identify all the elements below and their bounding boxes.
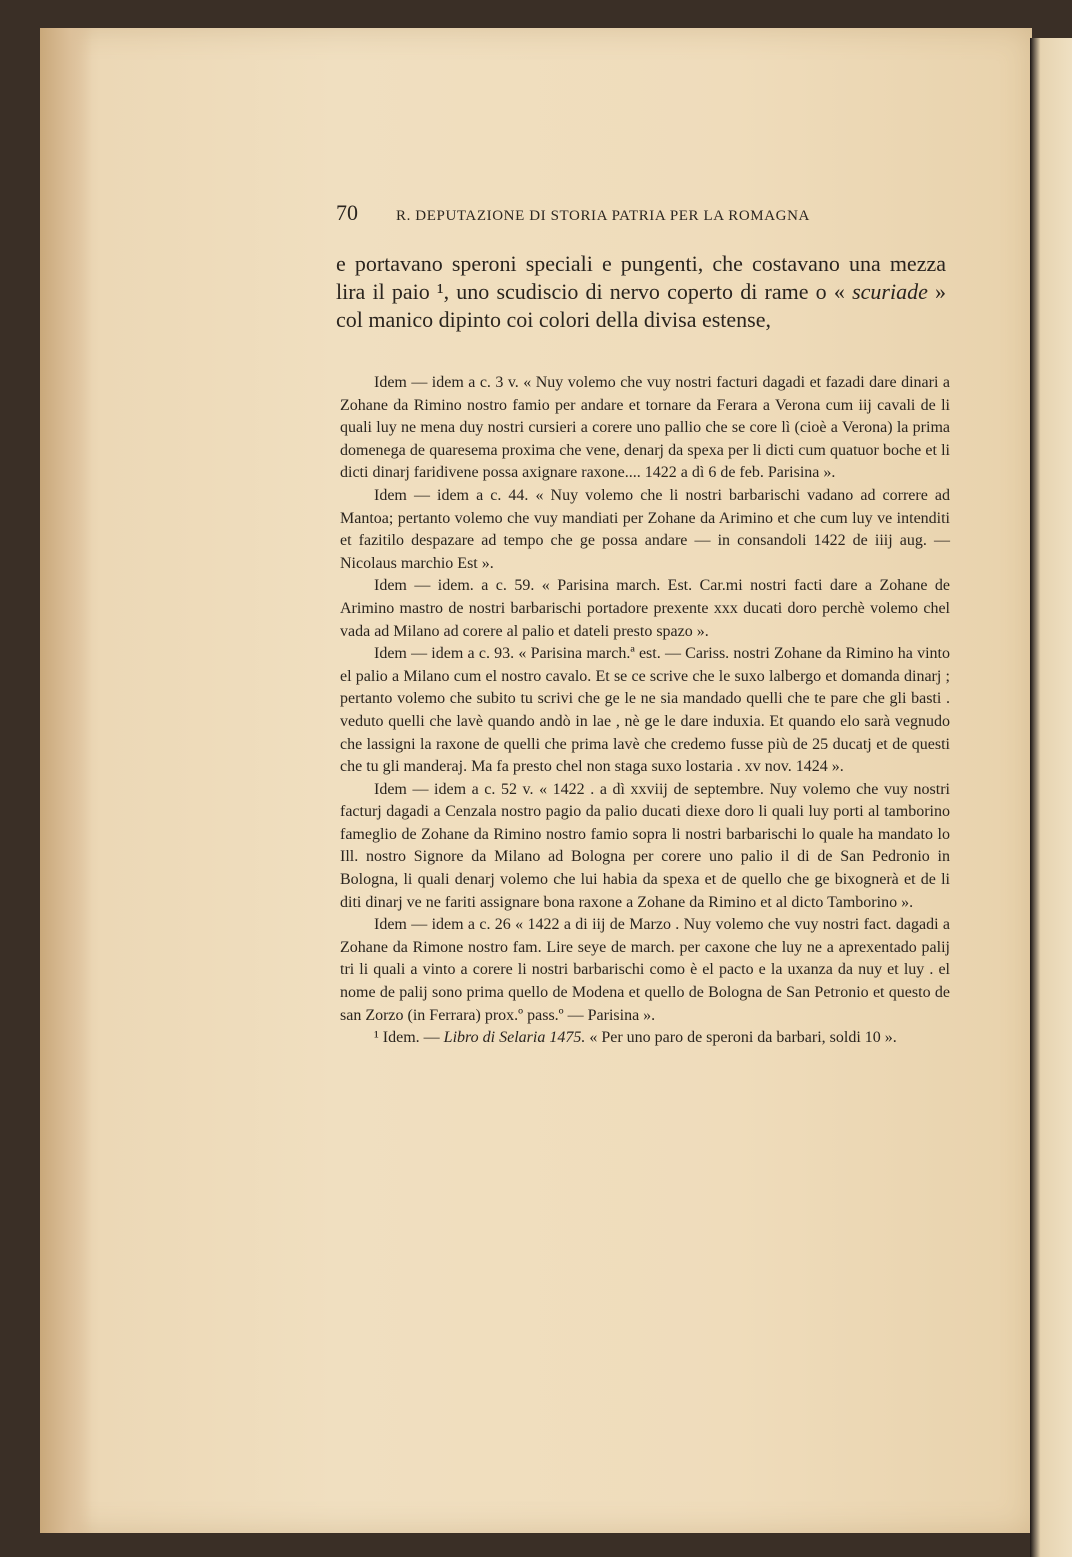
footnote-text-end: « Per uno paro de speroni da barbari, soldi 10 ». bbox=[585, 1029, 897, 1047]
note-paragraph: Idem — idem. a c. 59. « Parisina march. Est. Car.mi nostri facti dare a Zohane de Arimino mastro de nostri barbarischi portadore prexente xxx ducati doro perchè volemo chel vada ad Milano ad corere al palio et dateli presto spazo ». bbox=[340, 577, 950, 640]
italic-term: scuriade bbox=[852, 279, 928, 304]
page-header bbox=[336, 200, 956, 226]
note-paragraph: Idem — idem a c. 93. « Parisina march.ª est. — Cariss. nostri Zohane da Rimino ha vinto el palio a Milano cum el nostro cavalo. Et se ce scrive che le suxo lalbergo et domanda dinarj ; pertanto volemo che subito tu scrivi che ge le ne sia mandado quelli che te pare che gli basti . veduto quelli che lavè quando andò in lae , nè ge le dare induxia. Et quando elo sarà vegnudo che lassigni la raxone de quelli che prima lavè che credemo fusse più de 25 ducatj et de questi che tu gli manderaj. Ma fa presto chel non staga suxo lostaria . xv nov. 1424 ». bbox=[340, 645, 950, 776]
note-paragraph: Idem — idem a c. 44. « Nuy volemo che li nostri barbarischi vadano ad correre ad Mantoa; pertanto volemo che vuy mandiati per Zohane da Arimino et che cum luy ve intenditi et fazitilo despazare ad tempo che ge possa andare — in consandoli 1422 de iiij aug. — Nicolaus marchio Est ». bbox=[340, 486, 950, 572]
footnote-italic-title: Libro di Selaria 1475. bbox=[443, 1029, 586, 1047]
footnote-marker: ¹ bbox=[374, 1029, 379, 1047]
running-head: R. DEPUTAZIONE DI STORIA PATRIA PER LA ROMAGNA bbox=[396, 208, 810, 224]
notes-block bbox=[340, 372, 950, 1050]
facing-page-edge bbox=[1030, 38, 1072, 1557]
body-text-start: e portavano speroni speciali e pungenti, che costavano una mezza lira il paio ¹, uno scudiscio di nervo coperto di rame o « bbox=[336, 251, 946, 304]
footnote-1 bbox=[340, 1027, 950, 1050]
note-paragraph: Idem — idem a c. 52 v. « 1422 . a dì xxviij de septembre. Nuy volemo che vuy nostri facturj dagadi a Cenzala nostro pagio da palio ducati diexe doro li quali luy porti al tamborino fameglio de Zohane da Rimino nostro famio sopra li nostri barbarischi lo quale ha mandato lo Ill. nostro Signore da Milano ad Bologna per corere uno palio il di de San Pedronio in Bologna, li quali denarj volemo che lui habia da spexa et de quello che ge bixognerà et de li diti dinarj ve ne fariti assignare bona raxone a Zohane da Rimino et al dicto Tamborino ». bbox=[340, 780, 950, 911]
page-deckle-edge bbox=[40, 28, 92, 1533]
note-paragraph: Idem — idem a c. 26 « 1422 a di iij de Marzo . Nuy volemo che vuy nostri fact. dagadi a Zohane da Rimone nostro fam. Lire seye de march. per caxone che luy ne a aprexentado palij tri li quali a vinto a corere li nostri barbarischi como è el pacto e la uxanza da nuy et luy . el nome de palij sono prima quello de Modena et quello de Bologna de San Petronio et questo de san Zorzo (in Ferrara) prox.º pass.º — Parisina ». bbox=[340, 916, 950, 1024]
body-text-end: » col manico dipinto coi colori della divisa estense, bbox=[336, 279, 947, 332]
note-paragraph: Idem — idem a c. 3 v. « Nuy volemo che vuy nostri facturi dagadi et fazadi dare dinari a Zohane da Rimino nostro famio per andare et tornare da Ferara a Verona cum iij cavali de li quali luy ne mena duy nostri cursieri a corere uno pallio che se core lì (cioè a Verona) la prima domenega de quaresema proxima che vene, denarj da spexa per li dicti cum quatuor boche et li dicti dinarj faridivene possa axignare raxone.... 1422 a dì 6 de feb. Parisina ». bbox=[340, 374, 950, 482]
body-text bbox=[336, 250, 946, 334]
page-number: 70 bbox=[336, 200, 358, 225]
footnote-text-start: Idem. — bbox=[378, 1029, 444, 1047]
body-paragraph bbox=[336, 250, 946, 334]
